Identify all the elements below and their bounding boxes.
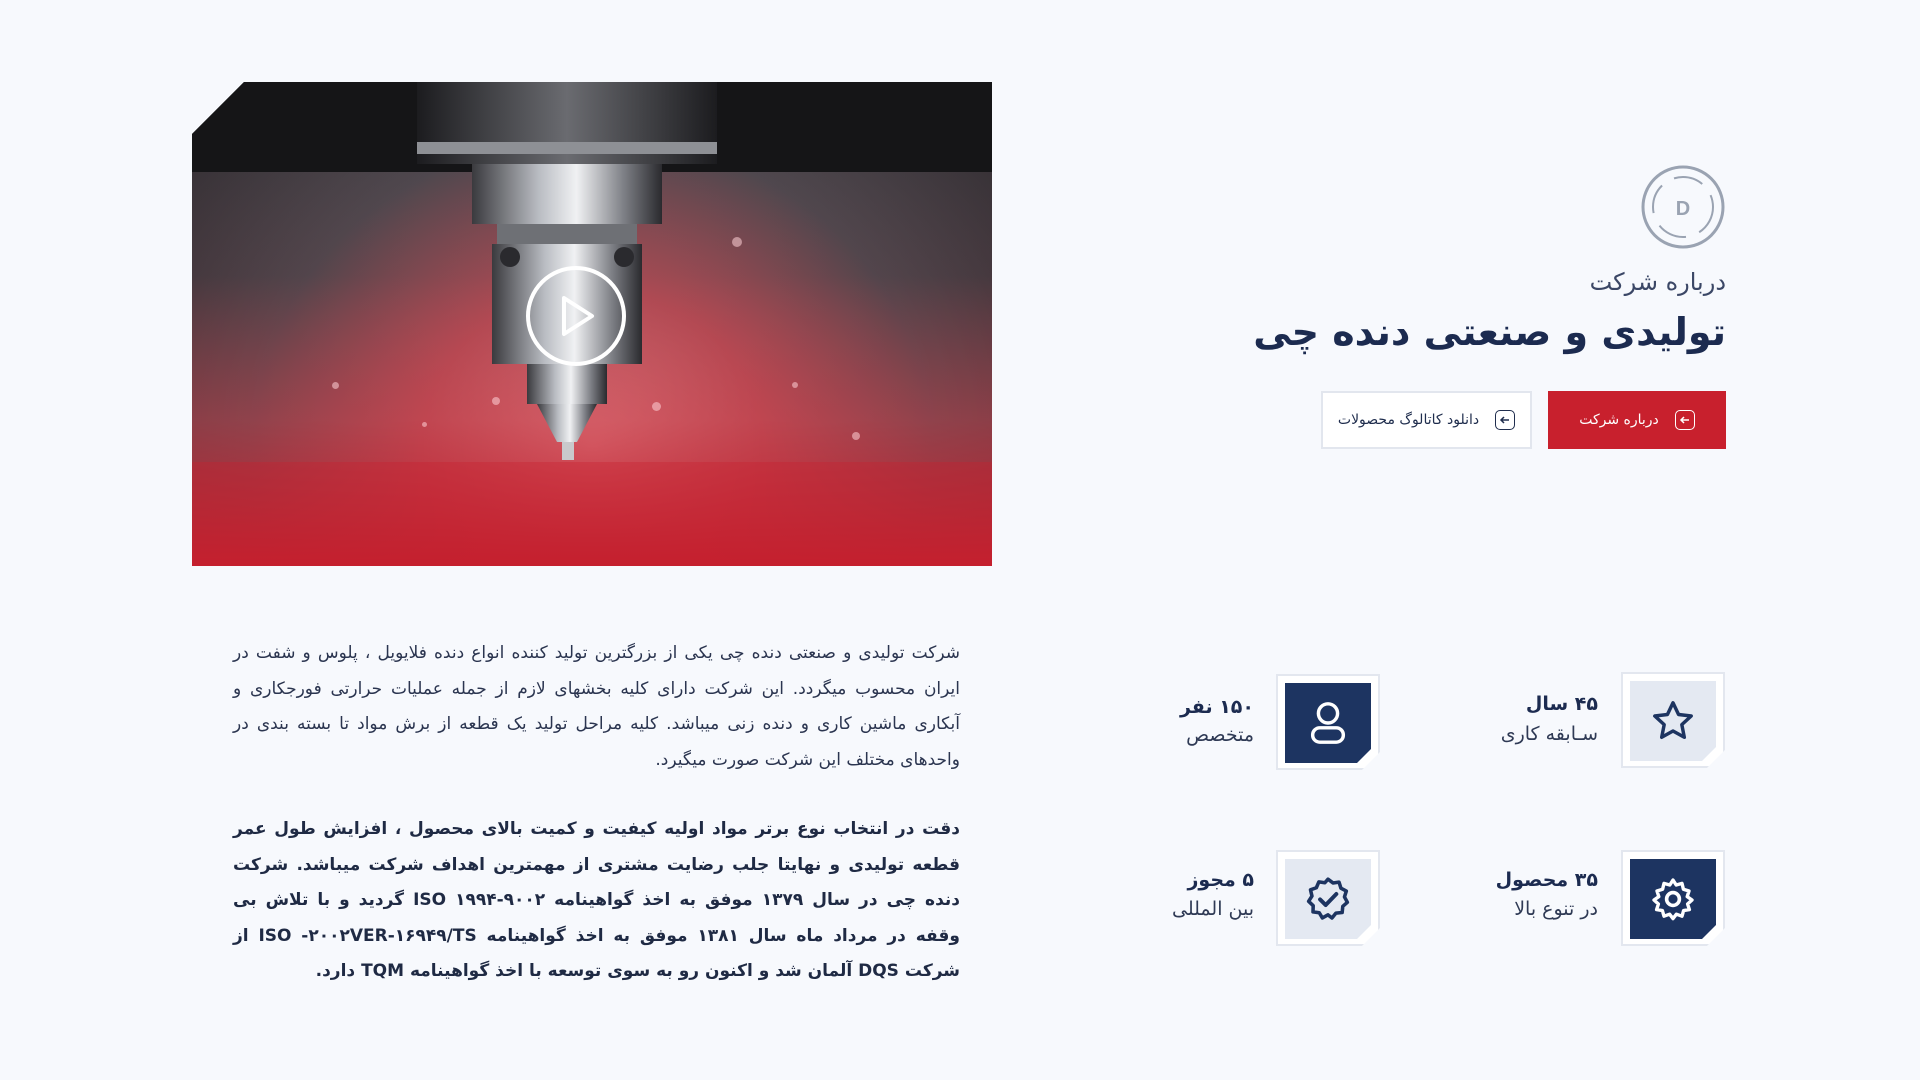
stat-licenses-label: بین المللی [1172,898,1254,920]
about-video[interactable] [192,82,992,566]
arrow-left-icon [1675,410,1695,430]
download-catalog-button-label: دانلود کاتالوگ محصولات [1337,412,1480,428]
about-paragraph-2: دقت در انتخاب نوع برتر مواد اولیه کیفیت و کمیت بالای محصول ، افزایش طول عمر قطعه تولیدی و نهایتا جلب رضایت مشتری از مهمترین اهداف شرکت میباشد. شرکت دنده چی در سال ۱۳۷۹ موفق به اخذ گواهینامه ISO ۱۹۹۴-۹۰۰۲ گردید و با تلاش بی وقفه در مرداد ماه سال ۱۳۸۱ موفق به اخذ گواهینامه ISO -۲۰۰۲VER-۱۶۹۴۹/TS از شرکت DQS آلمان شد و اکنون رو به سوی توسعه با اخذ گواهینامه TQM دارد. [233,819,960,981]
stat-licenses-box [1276,850,1380,946]
stat-staff-value: ۱۵۰ نفر [1179,696,1254,718]
stat-products-value: ۳۵ محصول [1495,869,1598,891]
star-icon [1650,698,1696,744]
about-company-button[interactable] [1548,391,1726,449]
svg-text:D: D [1675,198,1691,220]
play-icon [558,294,598,338]
stat-experience-label: سـابقه کاری [1500,723,1598,745]
stat-experience-box [1621,672,1725,768]
play-button[interactable] [526,266,626,366]
section-eyebrow: درباره شرکت [1589,268,1726,296]
stat-products-box [1621,850,1725,946]
stat-products-label: در تنوع بالا [1514,898,1598,920]
user-icon [1305,698,1351,748]
stat-licenses-value: ۵ مجوز [1187,869,1254,891]
arrow-left-icon [1495,410,1515,430]
section-title: تولیدی و صنعتی دنده چی [1253,310,1726,354]
about-company-button-label: درباره شرکت [1579,412,1659,428]
stat-staff-label: متخصص [1186,724,1254,746]
stat-experience-value: ۴۵ سال [1525,693,1598,715]
download-catalog-button[interactable] [1321,391,1532,449]
stat-staff-box [1276,674,1380,770]
gear-icon [1649,875,1697,923]
about-paragraph-1: شرکت تولیدی و صنعتی دنده چی یکی از بزرگترین تولید کننده انواع دنده فلایویل ، پلوس و شفت در ایران محسوب میگردد. این شرکت دارای کلیه بخشهای لازم از جمله عملیات حرارتی فورجکاری و آبکاری ماشین کاری و دنده زنی میباشد. کلیه مراحل تولید یک قطعه از برش مواد تا بسته بندی در واحدهای مختلف این شرکت صورت میگیرد. [233,643,960,770]
badge-check-icon [1303,874,1353,924]
logo-icon [1640,164,1726,250]
